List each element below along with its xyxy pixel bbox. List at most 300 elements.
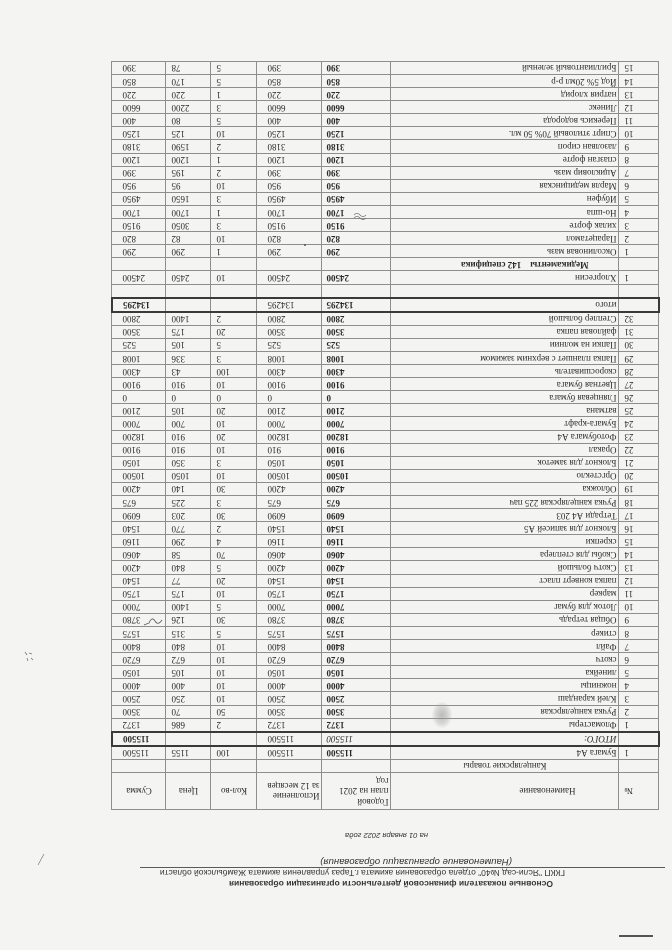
table-row — [112, 535, 659, 548]
cell-exec: 18200 — [257, 430, 322, 443]
cell-qty: 3 — [211, 101, 257, 114]
cell-num: 6 — [619, 653, 659, 666]
pen-slash-mark — [36, 852, 46, 866]
cell-name: Папки на молнии — [391, 338, 619, 351]
cell-qty: 10 — [211, 640, 257, 653]
cell-qty: 5 — [211, 114, 257, 127]
cell-price: 77 — [166, 574, 211, 587]
cell-price: 2200 — [166, 101, 211, 114]
cell-sum: 18200 — [112, 430, 166, 443]
cell-exec: 4060 — [257, 548, 322, 561]
cell-sum: 1160 — [112, 535, 166, 548]
cell-name: натрия хлорид — [391, 88, 619, 101]
cell-exec: 3500 — [257, 325, 322, 338]
cell-qty: 70 — [211, 548, 257, 561]
cell-exec — [257, 258, 322, 271]
cell-qty: 1 — [211, 245, 257, 258]
cell-sum: 0 — [112, 391, 166, 404]
cell-plan: 0 — [322, 391, 391, 404]
cell-sum: 400 — [112, 114, 166, 127]
cell-exec — [257, 284, 322, 298]
cell-sum: 220 — [112, 88, 166, 101]
cell-exec: 115500 — [257, 732, 322, 746]
cell-sum: 134295 — [112, 298, 166, 312]
cell-qty: 100 — [211, 746, 257, 760]
cell-plan: 390 — [322, 61, 391, 74]
cell-name: Оргстекло — [391, 469, 619, 482]
cell-sum: 1050 — [112, 666, 166, 679]
cell-plan: 1372 — [322, 718, 391, 732]
cell-exec: 0 — [257, 391, 322, 404]
cell-plan: 7000 — [322, 600, 391, 613]
cell-sum: 9100 — [112, 443, 166, 456]
cell-qty: 2 — [211, 522, 257, 535]
cell-num — [619, 284, 659, 298]
cell-num: 26 — [619, 391, 659, 404]
cell-sum: 4200 — [112, 561, 166, 574]
cell-qty: 5 — [211, 61, 257, 74]
cell-qty: 10 — [211, 679, 257, 692]
cell-num: 8 — [619, 626, 659, 639]
cell-qty: 10 — [211, 692, 257, 705]
cell-price: 1155 — [166, 746, 211, 760]
cell-price: 336 — [166, 352, 211, 365]
cell-num: 15 — [619, 61, 659, 74]
cell-num: 12 — [619, 101, 659, 114]
table-row — [112, 179, 659, 192]
cell-price: 290 — [166, 245, 211, 258]
cell-name: Бумага-крафт — [391, 417, 619, 430]
cell-exec: 6720 — [257, 653, 322, 666]
cell-price: 43 — [166, 365, 211, 378]
ink-scribble-mark — [22, 649, 36, 663]
cell-sum: 4200 — [112, 482, 166, 495]
cell-sum: 3780 — [112, 613, 166, 626]
cell-name: Лоток для бумаг — [391, 600, 619, 613]
cell-qty: 5 — [211, 338, 257, 351]
cell-qty: 20 — [211, 404, 257, 417]
header-exec — [257, 773, 322, 810]
cell-plan: 115500 — [322, 746, 391, 760]
cell-name: Ручка канцелярская 225 пач — [391, 496, 619, 509]
table-row — [112, 469, 659, 482]
document-title: Основные показатели финансовой деятельности организации образования — [229, 879, 553, 889]
cell-name: Общая тетрадь — [391, 613, 619, 626]
cell-plan: 525 — [322, 338, 391, 351]
cell-plan: 4060 — [322, 548, 391, 561]
cell-price: 140 — [166, 482, 211, 495]
cell-price: 350 — [166, 456, 211, 469]
cell-name: хилак форте — [391, 219, 619, 232]
cell-plan: 1540 — [322, 574, 391, 587]
cell-plan: 4000 — [322, 679, 391, 692]
cell-name: Хлоргесин — [391, 271, 619, 284]
cell-num — [619, 759, 659, 772]
cell-exec: 1160 — [257, 535, 322, 548]
cell-qty — [211, 732, 257, 746]
cell-exec: 1372 — [257, 718, 322, 732]
cell-exec: 134295 — [257, 298, 322, 312]
cell-exec: 7000 — [257, 600, 322, 613]
cell-name: линейка — [391, 666, 619, 679]
section-row — [112, 759, 659, 772]
cell-name: Но-шпа — [391, 205, 619, 218]
cell-exec: 2100 — [257, 404, 322, 417]
cell-exec: 1700 — [257, 205, 322, 218]
table-row — [112, 114, 659, 127]
cell-plan: 1050 — [322, 666, 391, 679]
cell-name: скотч — [391, 653, 619, 666]
cell-num: 20 — [619, 469, 659, 482]
cell-num: 15 — [619, 535, 659, 548]
cell-qty: 10 — [211, 378, 257, 391]
cell-num: 13 — [619, 88, 659, 101]
cell-name: итого — [391, 298, 619, 312]
cell-price: 1200 — [166, 153, 211, 166]
cell-num: 9 — [619, 140, 659, 153]
cell-plan: 950 — [322, 179, 391, 192]
cell-price: 220 — [166, 88, 211, 101]
cell-plan: 1575 — [322, 626, 391, 639]
cell-name: Бумага А4 — [391, 746, 619, 760]
cell-sum: 24500 — [112, 271, 166, 284]
cell-num: 4 — [619, 205, 659, 218]
cell-price: 1400 — [166, 312, 211, 326]
cell-plan — [322, 258, 391, 271]
cell-sum: 2100 — [112, 404, 166, 417]
cell-price: 315 — [166, 626, 211, 639]
cell-exec: 7000 — [257, 417, 322, 430]
cell-exec: 4000 — [257, 679, 322, 692]
cell-sum: 115500 — [112, 746, 166, 760]
cell-qty: 3 — [211, 352, 257, 365]
cell-qty: 20 — [211, 430, 257, 443]
cell-qty: 5 — [211, 600, 257, 613]
cell-sum: 4060 — [112, 548, 166, 561]
cell-num: 19 — [619, 482, 659, 495]
organization-underline — [140, 867, 665, 868]
cell-sum: 2800 — [112, 312, 166, 326]
table-row — [112, 205, 659, 218]
cell-exec: 8400 — [257, 640, 322, 653]
cell-num: 3 — [619, 692, 659, 705]
cell-qty: 30 — [211, 482, 257, 495]
cell-price: 78 — [166, 61, 211, 74]
table-row — [112, 153, 659, 166]
cell-name: файловая папка — [391, 325, 619, 338]
cell-sum: 1750 — [112, 587, 166, 600]
cell-num: 17 — [619, 509, 659, 522]
cell-name: папка конверт пласт — [391, 574, 619, 587]
cell-price: 80 — [166, 114, 211, 127]
cell-plan: 1540 — [322, 522, 391, 535]
pen-dash-mark — [619, 935, 653, 937]
table-row — [112, 352, 659, 365]
cell-num: 5 — [619, 666, 659, 679]
table-row — [112, 653, 659, 666]
cell-price: 400 — [166, 679, 211, 692]
cell-num: 1 — [619, 718, 659, 732]
cell-name: ватмана — [391, 404, 619, 417]
cell-exec: 10500 — [257, 469, 322, 482]
report-date: на 01 января 2022 года — [345, 831, 428, 840]
table-row — [112, 365, 659, 378]
cell-qty: 10 — [211, 666, 257, 679]
cell-plan: 1700 — [322, 205, 391, 218]
cell-name: Папка планшет с верхним зажимом — [391, 352, 619, 365]
cell-num: 7 — [619, 640, 659, 653]
table-row — [112, 75, 659, 88]
cell-num: 11 — [619, 114, 659, 127]
cell-qty: 10 — [211, 469, 257, 482]
cell-name: ИТОГО: — [391, 732, 619, 746]
cell-exec: 1540 — [257, 574, 322, 587]
financial-indicators-table — [111, 61, 660, 810]
cell-exec: 1750 — [257, 587, 322, 600]
cell-sum: 390 — [112, 61, 166, 74]
cell-plan: 2100 — [322, 404, 391, 417]
cell-num: 31 — [619, 325, 659, 338]
cell-name: Парацетамол — [391, 232, 619, 245]
cell-num — [619, 732, 659, 746]
cell-sum — [112, 258, 166, 271]
subtotal-row — [112, 732, 659, 746]
cell-plan: 3500 — [322, 705, 391, 718]
cell-num: 21 — [619, 456, 659, 469]
cell-plan: 2800 — [322, 312, 391, 326]
cell-plan: 115500 — [322, 732, 391, 746]
cell-plan: 1750 — [322, 587, 391, 600]
cell-qty: 2 — [211, 718, 257, 732]
cell-exec: 4300 — [257, 365, 322, 378]
table-row — [112, 338, 659, 351]
stamp-smudge — [432, 702, 452, 728]
cell-qty — [211, 258, 257, 271]
cell-price: 1050 — [166, 469, 211, 482]
cell-price: 175 — [166, 587, 211, 600]
cell-sum: 1372 — [112, 718, 166, 732]
header-plan — [322, 773, 391, 810]
table-row — [112, 245, 659, 258]
cell-exec: 3500 — [257, 705, 322, 718]
cell-num: 1 — [619, 271, 659, 284]
cell-sum: 8400 — [112, 640, 166, 653]
table-row — [112, 430, 659, 443]
cell-qty: 10 — [211, 653, 257, 666]
cell-price: 175 — [166, 325, 211, 338]
cell-num: 5 — [619, 192, 659, 205]
cell-sum: 1540 — [112, 522, 166, 535]
table-row — [112, 127, 659, 140]
cell-price: 250 — [166, 692, 211, 705]
table-row — [112, 496, 659, 509]
table-row — [112, 325, 659, 338]
cell-num: 12 — [619, 574, 659, 587]
cell-exec: 4200 — [257, 561, 322, 574]
cell-num: 9 — [619, 613, 659, 626]
cell-sum: 1540 — [112, 574, 166, 587]
table-row — [112, 219, 659, 232]
cell-exec: 115500 — [257, 746, 322, 760]
table-row — [112, 378, 659, 391]
header-plan-line: год — [376, 775, 389, 786]
cell-num: 11 — [619, 587, 659, 600]
cell-qty: 50 — [211, 705, 257, 718]
table-row — [112, 417, 659, 430]
cell-price — [166, 732, 211, 746]
cell-price: 1400 — [166, 600, 211, 613]
table-row — [112, 640, 659, 653]
cell-num — [619, 298, 659, 312]
cell-qty: 10 — [211, 232, 257, 245]
organization-name: ГККП "Ясли-сад №40" отдела образования акимата г.Тараз управления акимата Жамбылской области — [159, 868, 565, 878]
table-row — [112, 679, 659, 692]
cell-plan: 220 — [322, 88, 391, 101]
cell-sum: 1050 — [112, 456, 166, 469]
cell-num: 7 — [619, 166, 659, 179]
cell-exec: 24500 — [257, 271, 322, 284]
cell-num: 24 — [619, 417, 659, 430]
cell-exec: 1050 — [257, 456, 322, 469]
cell-name: ножницы — [391, 679, 619, 692]
table-row — [112, 312, 659, 326]
cell-name: Йод 5% 20мл р-р — [391, 75, 619, 88]
cell-qty: 2 — [211, 312, 257, 326]
cell-name: Фломастеры — [391, 718, 619, 732]
cell-plan: 675 — [322, 496, 391, 509]
cell-name: Ручка канцелярская — [391, 705, 619, 718]
cell-name: Блокнот для заметок — [391, 456, 619, 469]
cell-price: 126 — [166, 613, 211, 626]
header-name: Наименование — [391, 773, 619, 810]
cell-qty: 30 — [211, 509, 257, 522]
cell-plan: 4200 — [322, 561, 391, 574]
cell-price: 840 — [166, 640, 211, 653]
cell-qty: 10 — [211, 127, 257, 140]
cell-price — [166, 284, 211, 298]
table-row — [112, 574, 659, 587]
cell-name: Тетради А4 203 — [391, 509, 619, 522]
cell-name: Ацикловир мазь — [391, 166, 619, 179]
cell-num: 10 — [619, 127, 659, 140]
cell-num: 10 — [619, 600, 659, 613]
cell-plan: 18200 — [322, 430, 391, 443]
cell-exec: 820 — [257, 232, 322, 245]
cell-qty: 3 — [211, 192, 257, 205]
cell-sum: 1575 — [112, 626, 166, 639]
cell-qty: 20 — [211, 325, 257, 338]
cell-name — [391, 284, 619, 298]
cell-sum: 4950 — [112, 192, 166, 205]
cell-sum: 6090 — [112, 509, 166, 522]
cell-qty: 2 — [211, 140, 257, 153]
cell-qty: 3 — [211, 456, 257, 469]
table-row — [112, 88, 659, 101]
cell-exec: 400 — [257, 114, 322, 127]
cell-plan: 7000 — [322, 417, 391, 430]
cell-name: Фотобумага А4 — [391, 430, 619, 443]
cell-price — [166, 298, 211, 312]
cell-price: 672 — [166, 653, 211, 666]
cell-sum: 1700 — [112, 205, 166, 218]
cell-plan: 2500 — [322, 692, 391, 705]
cell-name: Глянцевая бумага — [391, 391, 619, 404]
cell-exec: 9150 — [257, 219, 322, 232]
cell-name: скрепки — [391, 535, 619, 548]
cell-name: Оксолиновая мазь — [391, 245, 619, 258]
cell-qty: 5 — [211, 561, 257, 574]
cell-exec: 2800 — [257, 312, 322, 326]
header-qty: Кол-во — [211, 773, 257, 810]
cell-num: 2 — [619, 232, 659, 245]
cell-plan: 1050 — [322, 456, 391, 469]
cell-name: стикер — [391, 626, 619, 639]
cell-qty: 20 — [211, 574, 257, 587]
cell-num: 16 — [619, 522, 659, 535]
cell-qty: 10 — [211, 179, 257, 192]
cell-name: Клей карандаш — [391, 692, 619, 705]
cell-exec: 525 — [257, 338, 322, 351]
cell-name: Бриллиантовый зеленый — [391, 61, 619, 74]
category-row — [112, 258, 659, 271]
cell-exec: 1008 — [257, 352, 322, 365]
cell-name: Скобы для степлера — [391, 548, 619, 561]
header-sum: Сумма — [112, 773, 166, 810]
cell-sum — [112, 284, 166, 298]
cell-num: 25 — [619, 404, 659, 417]
header-price: Цена — [166, 773, 211, 810]
cell-plan: 8400 — [322, 640, 391, 653]
table-row — [112, 404, 659, 417]
cell-qty: 5 — [211, 626, 257, 639]
cell-exec: 1250 — [257, 127, 322, 140]
cell-price: 105 — [166, 666, 211, 679]
cell-exec — [257, 759, 322, 772]
cell-price: 225 — [166, 496, 211, 509]
cell-name: спазган форте — [391, 153, 619, 166]
cell-name: скоросшиватель — [391, 365, 619, 378]
table-row — [112, 613, 659, 626]
cell-exec: 850 — [257, 75, 322, 88]
cell-name: Канцелярские товары — [391, 759, 619, 772]
cell-qty — [211, 759, 257, 772]
cell-plan: 10500 — [322, 469, 391, 482]
cell-qty: 30 — [211, 613, 257, 626]
table-row — [112, 718, 659, 732]
cell-sum: 2500 — [112, 692, 166, 705]
cell-num: 13 — [619, 561, 659, 574]
cell-num: 6 — [619, 179, 659, 192]
cell-plan: 4200 — [322, 482, 391, 495]
cell-qty: 0 — [211, 391, 257, 404]
cell-plan: 400 — [322, 114, 391, 127]
cell-num: 8 — [619, 153, 659, 166]
cell-exec: 1050 — [257, 666, 322, 679]
cell-num: 27 — [619, 378, 659, 391]
cell-num: 14 — [619, 75, 659, 88]
header-plan-line: план на 2021 — [339, 786, 389, 797]
cell-sum: 290 — [112, 245, 166, 258]
cell-plan: 6720 — [322, 653, 391, 666]
cell-qty: 2 — [211, 166, 257, 179]
cell-qty: 3 — [211, 219, 257, 232]
cell-plan: 4300 — [322, 365, 391, 378]
cell-sum: 675 — [112, 496, 166, 509]
cell-sum: 6720 — [112, 653, 166, 666]
cell-qty — [211, 284, 257, 298]
cell-exec: 675 — [257, 496, 322, 509]
cell-name: маркер — [391, 587, 619, 600]
